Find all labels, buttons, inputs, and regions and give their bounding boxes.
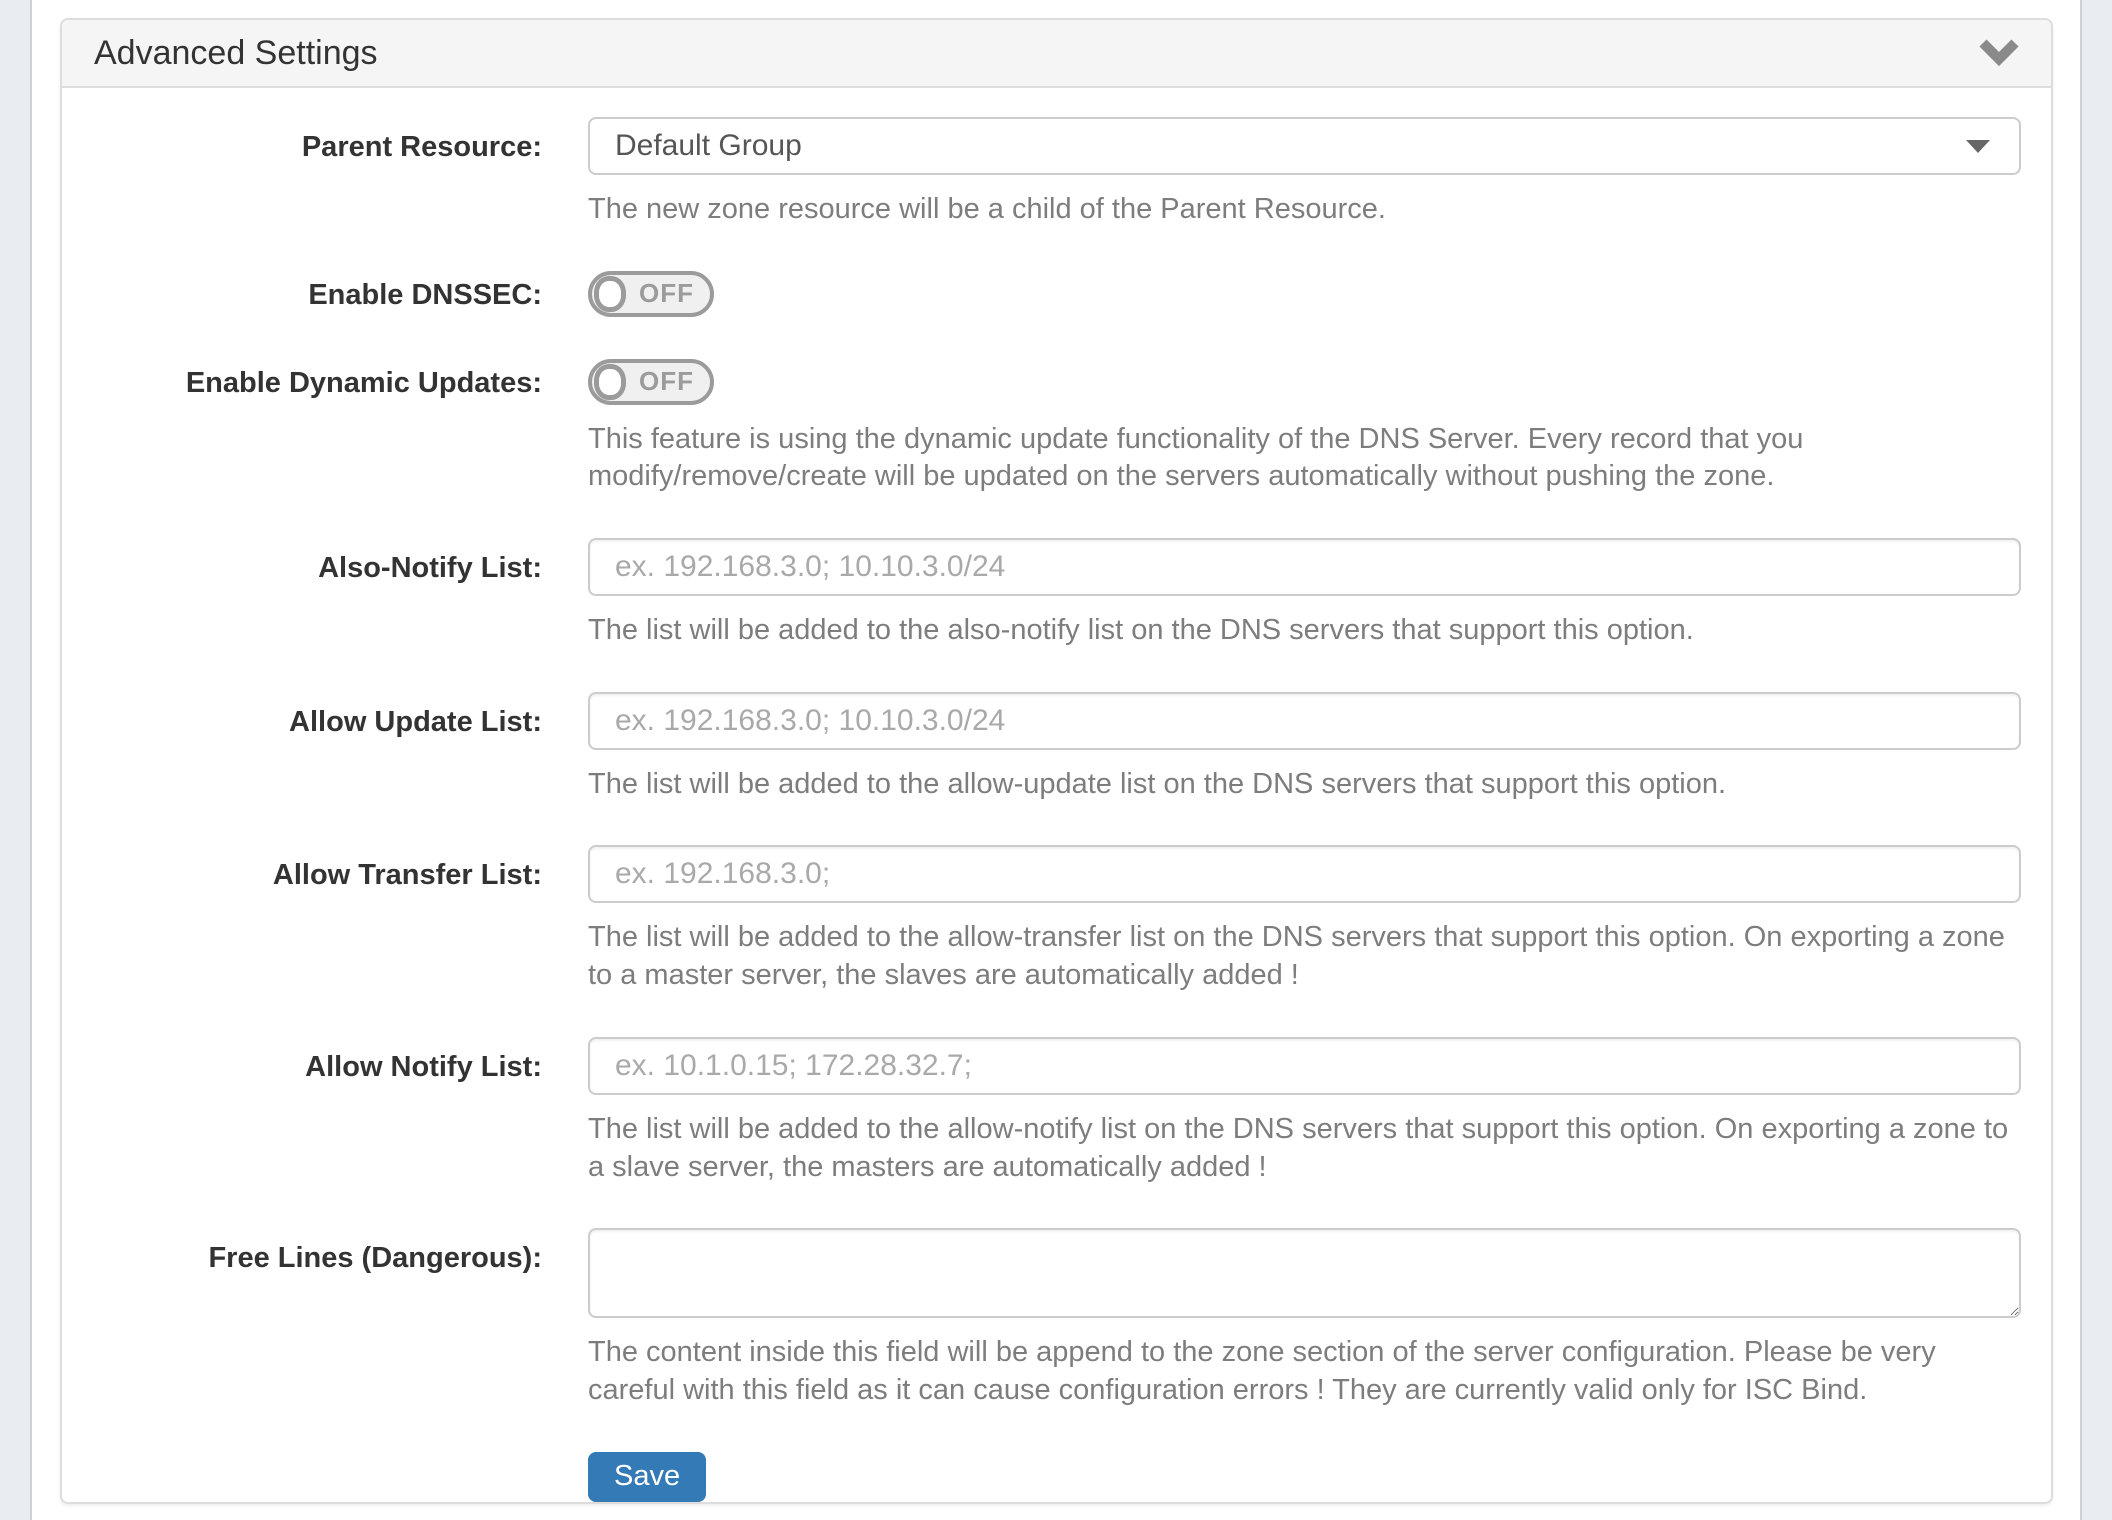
panel-title: Advanced Settings — [94, 33, 378, 72]
parent-resource-help: The new zone resource will be a child of the Parent Resource. — [588, 193, 1386, 225]
save-row — [92, 1452, 2021, 1502]
parent-resource-selected-value: Default Group — [615, 129, 802, 162]
content-column — [30, 0, 2082, 1520]
allow-transfer-input[interactable] — [588, 845, 2021, 903]
enable-dnssec-group — [92, 271, 2021, 317]
allow-transfer-label: Allow Transfer List: — [272, 859, 542, 892]
free-lines-help: The content inside this field will be append to the zone section of the server configuration. Please be very careful with this field as it can cause configuration errors ! They are currently valid only for ISC Bind. — [588, 1336, 1936, 1406]
enable-dynamic-updates-help: This feature is using the dynamic update functionality of the DNS Server. Every record that you modify/remove/create will be updated on the servers automatically without pushing the zone. — [588, 422, 1804, 493]
allow-notify-group — [92, 1037, 2021, 1186]
enable-dynamic-updates-toggle[interactable] — [588, 359, 714, 405]
allow-update-help: The list will be added to the allow-update list on the DNS servers that support this option. — [588, 767, 1727, 800]
allow-notify-label: Allow Notify List: — [305, 1050, 542, 1083]
enable-dnssec-label: Enable DNSSEC: — [308, 278, 542, 311]
chevron-down-icon[interactable] — [1977, 38, 2021, 68]
also-notify-input[interactable] — [588, 538, 2021, 596]
chevron-down-icon — [1966, 140, 1990, 153]
save-row-spacer — [92, 1452, 542, 1502]
enable-dynamic-updates-state: OFF — [639, 366, 694, 397]
also-notify-help: The list will be added to the also-notify list on the DNS servers that support this option. — [588, 614, 1694, 647]
parent-resource-label: Parent Resource: — [301, 131, 542, 163]
free-lines-group — [92, 1228, 2021, 1409]
enable-dnssec-state: OFF — [639, 278, 694, 309]
toggle-knob-icon — [594, 276, 626, 312]
allow-update-label: Allow Update List: — [289, 705, 542, 738]
allow-update-input[interactable] — [588, 692, 2021, 750]
enable-dnssec-toggle[interactable] — [588, 271, 714, 317]
allow-update-group — [92, 692, 2021, 804]
allow-notify-help: The list will be added to the allow-notify list on the DNS servers that support this option. On exporting a zone to a slave server, the masters are automatically added ! — [588, 1112, 2009, 1183]
enable-dynamic-updates-group — [92, 359, 2021, 496]
toggle-knob-icon — [594, 364, 626, 400]
allow-transfer-group — [92, 845, 2021, 994]
panel-body — [62, 88, 2051, 1502]
also-notify-group — [92, 538, 2021, 650]
parent-resource-select[interactable] — [588, 117, 2021, 175]
free-lines-label: Free Lines (Dangerous): — [208, 1242, 542, 1275]
free-lines-textarea[interactable] — [588, 1228, 2021, 1318]
save-button[interactable]: Save — [588, 1452, 706, 1502]
allow-notify-input[interactable] — [588, 1037, 2021, 1095]
allow-transfer-help: The list will be added to the allow-transfer list on the DNS servers that support this option. On exporting a zone to a master server, the slaves are automatically added ! — [588, 921, 2005, 992]
parent-resource-group — [92, 117, 2021, 229]
panel-heading[interactable] — [62, 20, 2051, 88]
enable-dynamic-updates-label: Enable Dynamic Updates: — [185, 366, 542, 399]
advanced-settings-panel — [60, 18, 2053, 1504]
also-notify-label: Also-Notify List: — [318, 552, 542, 585]
